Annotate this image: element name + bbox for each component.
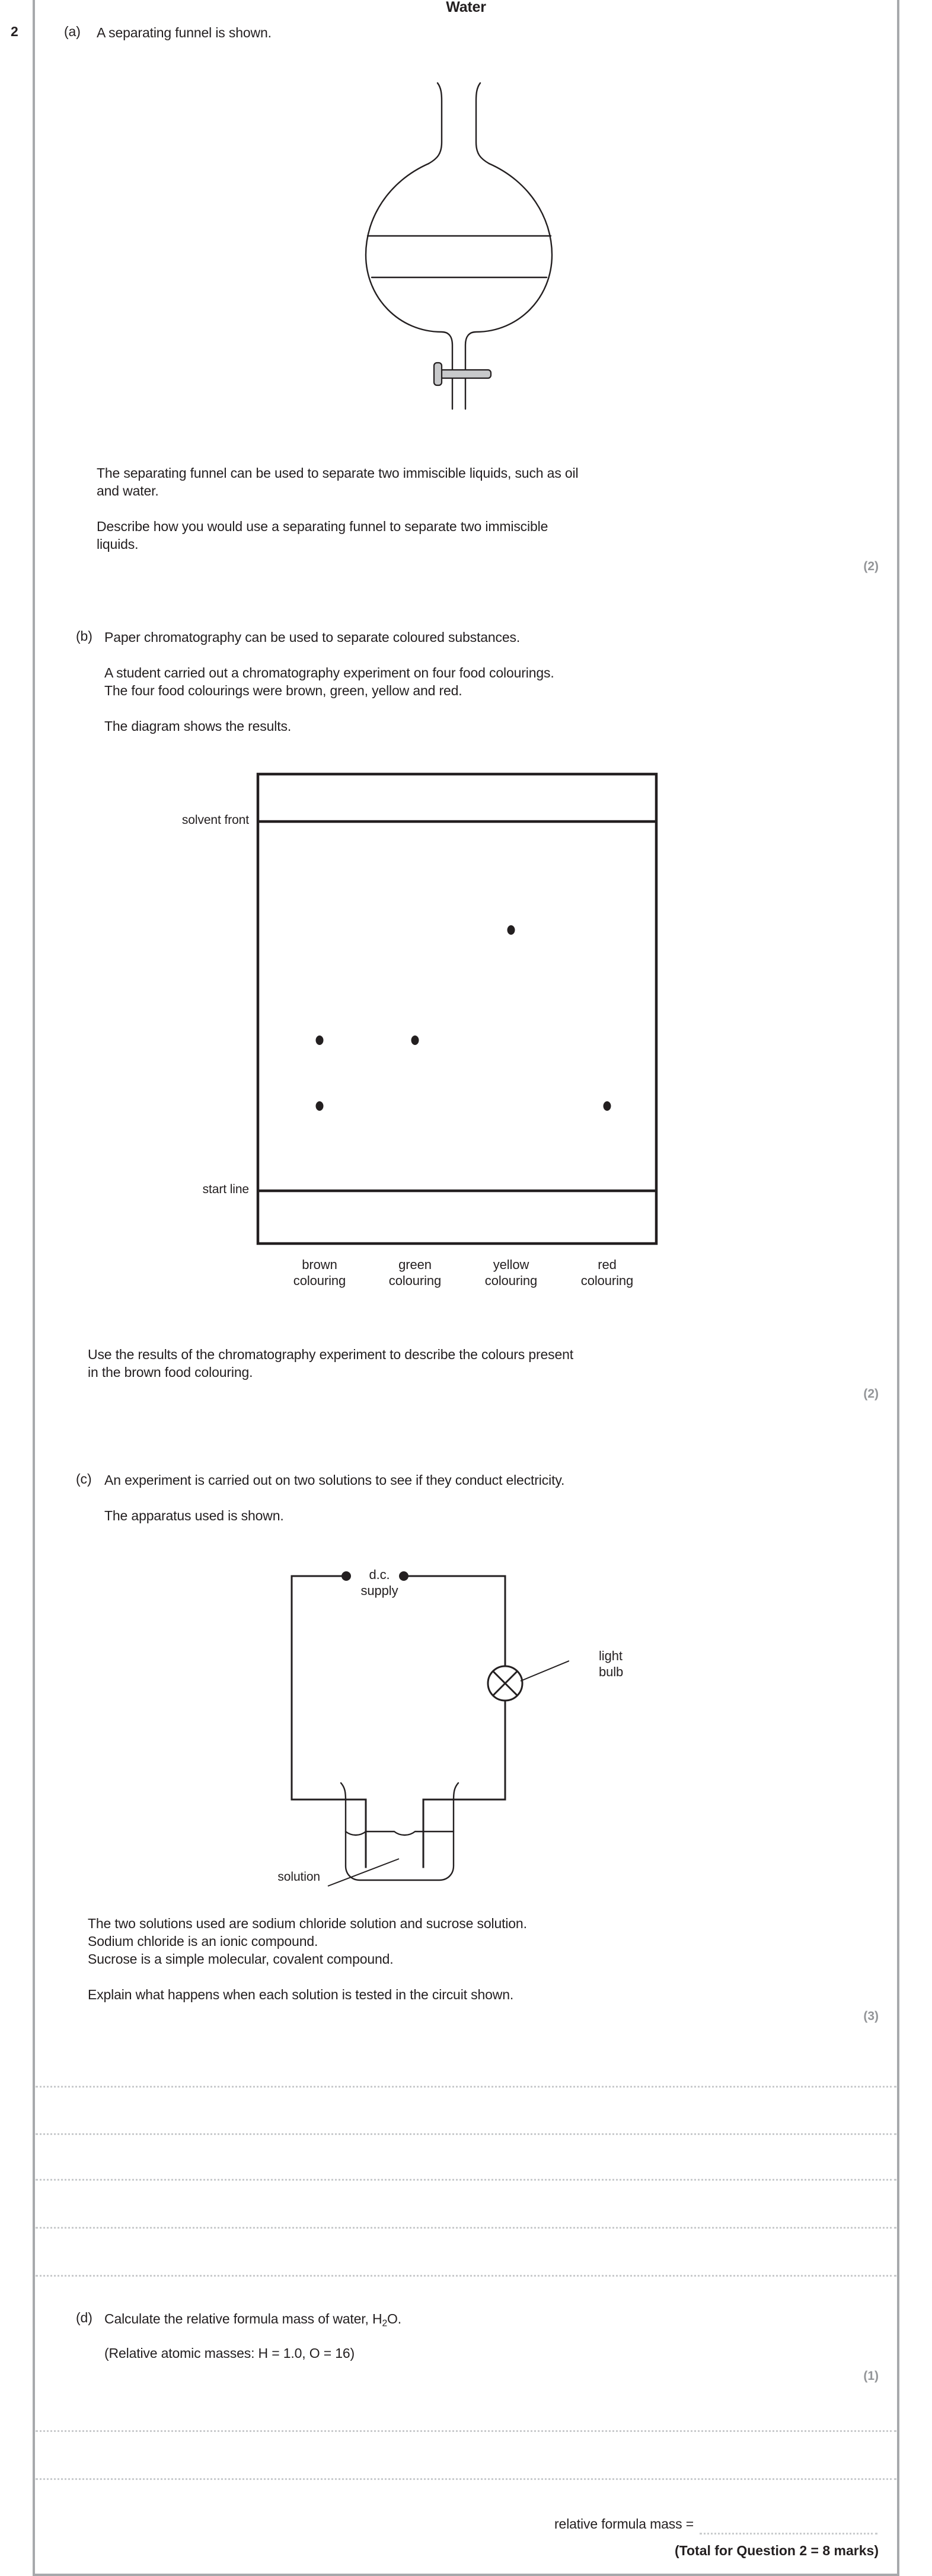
part-a-text-1-line-1: The separating funnel can be used to separate two immiscible liquids, such as oil (97, 465, 579, 481)
part-d-stem-pre: Calculate the relative formula mass of water, H (104, 2311, 382, 2326)
part-b-stem: Paper chromatography can be used to separate coloured substances. (104, 629, 521, 645)
solution-label: solution (277, 1870, 320, 1884)
page-title: Water (446, 0, 486, 15)
part-c-question: Explain what happens when each solution is tested in the circuit shown. (88, 1987, 514, 2002)
part-a-marks: (2) (863, 560, 879, 573)
part-c-stem: An experiment is carried out on two solutions to see if they conduct electricity. (104, 1472, 565, 1488)
answer-line[interactable] (36, 2179, 896, 2182)
light-bulb-label (599, 1648, 688, 1680)
answer-line[interactable] (36, 2430, 896, 2434)
answer-line[interactable] (36, 2227, 896, 2230)
dc-supply-label-line-1: d.c. (369, 1567, 390, 1582)
column-label-line-2: colouring (293, 1273, 346, 1288)
answer-line[interactable] (36, 2478, 896, 2482)
chromatogram-column-label-green (368, 1257, 462, 1289)
part-a-text-2-line-1: Describe how you would use a separating funnel to separate two immiscible (97, 519, 548, 534)
dc-supply-label (344, 1567, 415, 1599)
light-bulb-icon (488, 1666, 522, 1701)
light-bulb-label-line-2: bulb (599, 1664, 624, 1679)
part-d-letter: (d) (76, 2310, 92, 2325)
part-b-question-line-1: Use the results of the chromatography experiment to describe the colours present (88, 1347, 573, 1362)
part-a-stem: A separating funnel is shown. (97, 25, 272, 40)
part-d-stem (104, 2310, 816, 2332)
part-b-text-1-line-2: The four food colourings were brown, green, yellow and red. (104, 683, 462, 698)
column-label-line-1: yellow (493, 1257, 529, 1272)
page-rule-right (897, 0, 899, 2576)
part-c-letter: (c) (76, 1471, 92, 1487)
part-c-text-2-line-2: Sodium chloride is an ionic compound. (88, 1933, 318, 1949)
part-a-text-1-line-2: and water. (97, 483, 159, 498)
chromatogram-column-label-yellow (464, 1257, 558, 1289)
part-b-marks: (2) (863, 1387, 879, 1401)
funnel-tap-icon (434, 363, 491, 385)
column-label-line-1: brown (302, 1257, 337, 1272)
start-line-label: start line (202, 1182, 249, 1196)
answer-line[interactable] (36, 2275, 896, 2278)
answer-line[interactable] (36, 2133, 896, 2137)
part-c-text-1: The apparatus used is shown. (104, 1508, 284, 1523)
column-label-line-1: red (598, 1257, 617, 1272)
part-b-question-line-2: in the brown food colouring. (88, 1364, 253, 1380)
part-c-text-2-line-3: Sucrose is a simple molecular, covalent compound. (88, 1951, 394, 1967)
part-b-letter: (b) (76, 628, 92, 644)
part-c-marks: (3) (863, 2009, 879, 2023)
page-rule-bottom (33, 2574, 899, 2576)
part-d-relative-atomic-masses: (Relative atomic masses: H = 1.0, O = 16) (104, 2345, 355, 2361)
page-rule-left (33, 0, 35, 2576)
separating-funnel-diagram (353, 77, 566, 421)
part-b-text-2: The diagram shows the results. (104, 718, 292, 734)
part-a-text-2-line-2: liquids. (97, 536, 139, 552)
chromatogram-diagram (256, 772, 658, 1245)
solvent-front-label: solvent front (181, 813, 249, 827)
part-d-stem-post: O. (387, 2311, 402, 2326)
part-b-text-1-line-1: A student carried out a chromatography experiment on four food colourings. (104, 665, 554, 680)
light-bulb-label-line-1: light (599, 1648, 623, 1663)
part-a-letter: (a) (64, 24, 81, 39)
part-c-text-2-line-1: The two solutions used are sodium chloride solution and sucrose solution. (88, 1916, 527, 1931)
column-label-line-2: colouring (484, 1273, 538, 1288)
relative-formula-mass-input[interactable] (700, 2515, 877, 2535)
part-d-marks: (1) (863, 2369, 879, 2383)
part-d-stem-subscript: 2 (382, 2318, 388, 2329)
chromatogram-column-label-brown (272, 1257, 367, 1289)
chromatogram-column-label-red (560, 1257, 655, 1289)
dc-supply-label-line-2: supply (360, 1583, 398, 1598)
beaker-with-solution (323, 1778, 483, 1891)
relative-formula-mass-label: relative formula mass = (554, 2516, 694, 2532)
column-label-line-2: colouring (388, 1273, 442, 1288)
question-number: 2 (11, 24, 18, 39)
total-marks: (Total for Question 2 = 8 marks) (674, 2543, 879, 2558)
column-label-line-1: green (398, 1257, 432, 1272)
column-label-line-2: colouring (580, 1273, 634, 1288)
answer-line[interactable] (36, 2086, 896, 2089)
